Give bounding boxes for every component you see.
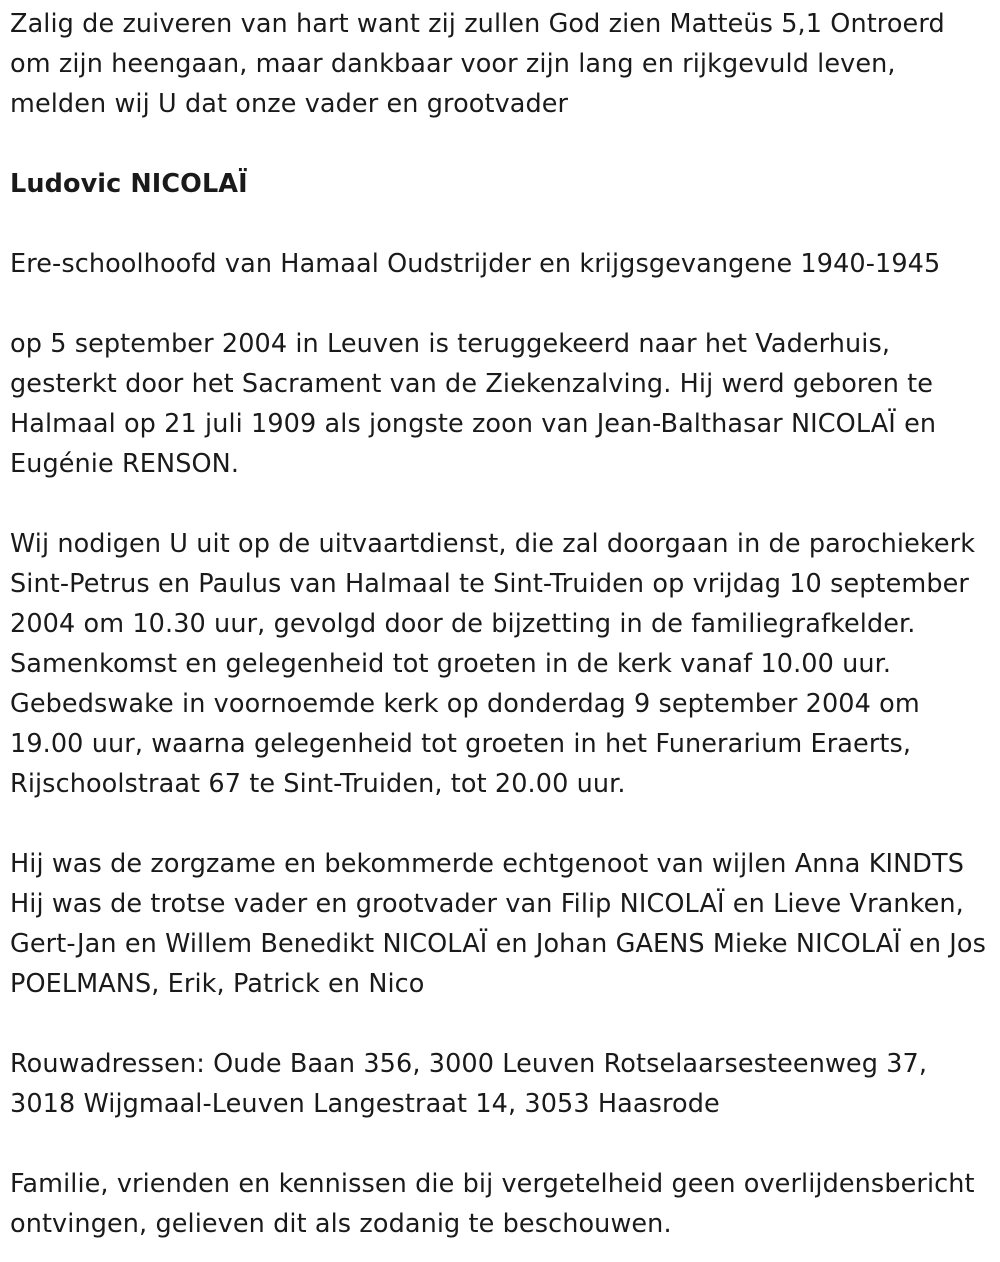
family-paragraph: Hij was de zorgzame en bekommerde echtgenoot van wijlen Anna KINDTS Hij was de trotse vader en grootvader van Filip NICOLAÏ en Lieve Vranken, Gert-Jan en Willem Benedikt NICOLAÏ en Johan GAENS Mieke NICOLAÏ en Jos POELMANS, Erik, Patrick en Nico (10, 849, 987, 999)
closing-paragraph: Familie, vrienden en kennissen die bij vergetelheid geen overlijdensbericht ontvingen, gelieven dit als zodanig te beschouwen. (10, 1169, 975, 1239)
funeral-details-paragraph: Wij nodigen U uit op de uitvaartdienst, die zal doorgaan in de parochiekerk Sint-Petrus en Paulus van Halmaal te Sint-Truiden op vrijdag 10 september 2004 om 10.30 uur, gevolgd door de bijzetting in de familiegrafkelder. Samenkomst en gelegenheid tot groeten in de kerk vanaf 10.00 uur. Gebedswake in voornoemde kerk op donderdag 9 september 2004 om 19.00 uur, waarna gelegenheid tot groeten in het Funerarium Eraerts, Rijschoolstraat 67 te Sint-Truiden, tot 20.00 uur. (10, 529, 976, 799)
obituary-notice (10, 4, 990, 1244)
intro-paragraph: Zalig de zuiveren van hart want zij zullen God zien Matteüs 5,1 Ontroerd om zijn heengaan, maar dankbaar voor zijn lang en rijkgevuld leven, melden wij U dat onze vader en grootvader (10, 9, 945, 119)
addresses-paragraph: Rouwadressen: Oude Baan 356, 3000 Leuven Rotselaarsesteenweg 37, 3018 Wijgmaal-Leuven Langestraat 14, 3053 Haasrode (10, 1049, 928, 1119)
titles-paragraph: Ere-schoolhoofd van Hamaal Oudstrijder en krijgsgevangene 1940-1945 (10, 249, 941, 279)
death-birth-paragraph: op 5 september 2004 in Leuven is teruggekeerd naar het Vaderhuis, gesterkt door het Sacrament van de Ziekenzalving. Hij werd geboren te Halmaal op 21 juli 1909 als jongste zoon van Jean-Balthasar NICOLAÏ en Eugénie RENSON. (10, 329, 937, 479)
deceased-name: Ludovic NICOLAÏ (10, 169, 248, 199)
